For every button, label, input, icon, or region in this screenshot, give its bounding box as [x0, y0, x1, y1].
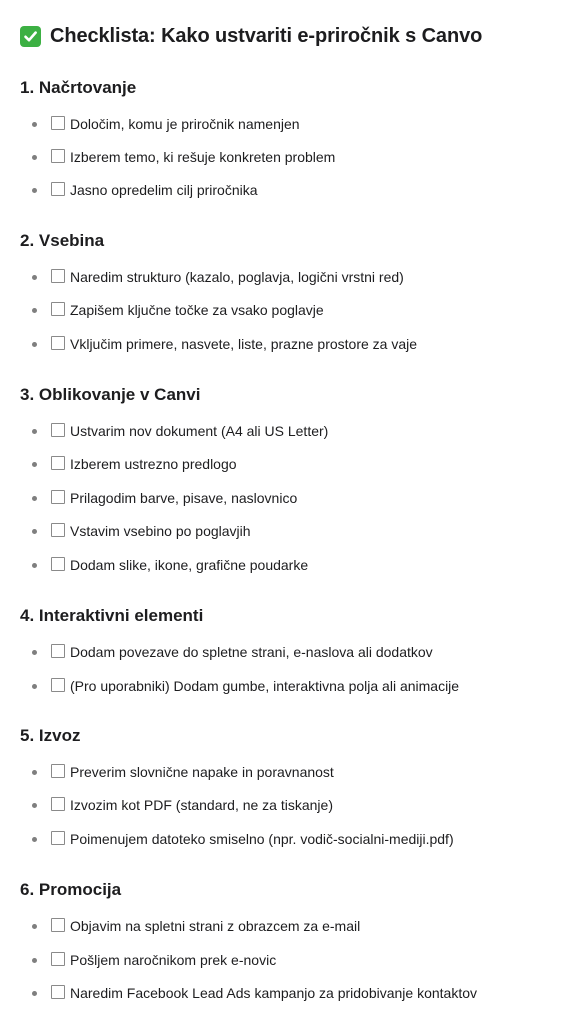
item-label: (Pro uporabniki) Dodam gumbe, interaktivna polja ali animacije — [70, 678, 460, 694]
item-label: Vstavim vsebino po poglavjih — [70, 523, 251, 539]
list-item — [0, 641, 563, 663]
checkbox[interactable] — [51, 456, 65, 470]
list-item — [0, 761, 563, 783]
list-item — [0, 554, 563, 576]
checkbox[interactable] — [51, 952, 65, 966]
bullet-icon — [32, 958, 37, 963]
bullet-icon — [32, 803, 37, 808]
page-title — [20, 22, 482, 50]
bullet-icon — [32, 563, 37, 568]
bullet-icon — [32, 462, 37, 467]
item-label: Objavim na spletni strani z obrazcem za e-mail — [70, 918, 361, 934]
bullet-icon — [32, 991, 37, 996]
list-item — [0, 333, 563, 355]
section-heading: 1. Načrtovanje — [20, 78, 137, 97]
bullet-icon — [32, 188, 37, 193]
checkbox[interactable] — [51, 764, 65, 778]
item-label: Zapišem ključne točke za vsako poglavje — [70, 302, 324, 318]
bullet-icon — [32, 837, 37, 842]
item-label: Prilagodim barve, pisave, naslovnico — [70, 490, 298, 506]
list-item — [0, 794, 563, 816]
bullet-icon — [32, 342, 37, 347]
item-label: Dodam slike, ikone, grafične poudarke — [70, 557, 309, 573]
checkbox[interactable] — [51, 269, 65, 283]
list-item — [0, 113, 563, 135]
checkbox[interactable] — [51, 985, 65, 999]
page-title-text: Checklista: Kako ustvariti e-priročnik s Canvo — [50, 24, 483, 47]
item-label: Dodam povezave do spletne strani, e-naslova ali dodatkov — [70, 644, 433, 660]
item-label: Izberem temo, ki rešuje konkreten problem — [70, 149, 336, 165]
list-item — [0, 299, 563, 321]
checkbox[interactable] — [51, 797, 65, 811]
list-item — [0, 915, 563, 937]
bullet-icon — [32, 684, 37, 689]
checkbox[interactable] — [51, 182, 65, 196]
item-label: Poimenujem datoteko smiselno (npr. vodič-socialni-mediji.pdf) — [70, 831, 454, 847]
section-heading: 4. Interaktivni elementi — [20, 606, 204, 625]
checkbox[interactable] — [51, 116, 65, 130]
list-item — [0, 982, 563, 1004]
section-heading: 2. Vsebina — [20, 231, 105, 250]
bullet-icon — [32, 308, 37, 313]
item-label: Določim, komu je priročnik namenjen — [70, 116, 300, 132]
bullet-icon — [32, 155, 37, 160]
bullet-icon — [32, 122, 37, 127]
item-label: Ustvarim nov dokument (A4 ali US Letter) — [70, 423, 329, 439]
checkbox[interactable] — [51, 557, 65, 571]
list-item — [0, 146, 563, 168]
bullet-icon — [32, 650, 37, 655]
item-label: Izvozim kot PDF (standard, ne za tiskanje) — [70, 797, 333, 813]
section-heading: 6. Promocija — [20, 880, 122, 899]
checkbox[interactable] — [51, 831, 65, 845]
list-item — [0, 828, 563, 850]
list-item — [0, 179, 563, 201]
checkbox[interactable] — [51, 523, 65, 537]
list-item — [0, 949, 563, 971]
list-item — [0, 453, 563, 475]
list-item — [0, 266, 563, 288]
list-item — [0, 520, 563, 542]
checkbox[interactable] — [51, 918, 65, 932]
bullet-icon — [32, 429, 37, 434]
item-label: Jasno opredelim cilj priročnika — [70, 182, 258, 198]
list-item — [0, 487, 563, 509]
item-label: Preverim slovnične napake in poravnanost — [70, 764, 334, 780]
item-label: Izberem ustrezno predlogo — [70, 456, 237, 472]
checkbox[interactable] — [51, 149, 65, 163]
bullet-icon — [32, 496, 37, 501]
section-heading: 3. Oblikovanje v Canvi — [20, 385, 201, 404]
checkbox[interactable] — [51, 678, 65, 692]
bullet-icon — [32, 275, 37, 280]
item-label: Naredim Facebook Lead Ads kampanjo za pridobivanje kontaktov — [70, 985, 478, 1001]
bullet-icon — [32, 770, 37, 775]
checkbox[interactable] — [51, 644, 65, 658]
checkbox[interactable] — [51, 302, 65, 316]
list-item — [0, 675, 563, 697]
item-label: Pošljem naročnikom prek e-novic — [70, 952, 277, 968]
item-label: Vključim primere, nasvete, liste, prazne prostore za vaje — [70, 336, 418, 352]
section-heading: 5. Izvoz — [20, 726, 81, 745]
checkbox[interactable] — [51, 336, 65, 350]
list-item — [0, 420, 563, 442]
bullet-icon — [32, 924, 37, 929]
item-label: Naredim strukturo (kazalo, poglavja, logični vrstni red) — [70, 269, 404, 285]
checkbox[interactable] — [51, 423, 65, 437]
checkbox[interactable] — [51, 490, 65, 504]
check-mark-button-icon — [20, 26, 41, 47]
bullet-icon — [32, 529, 37, 534]
